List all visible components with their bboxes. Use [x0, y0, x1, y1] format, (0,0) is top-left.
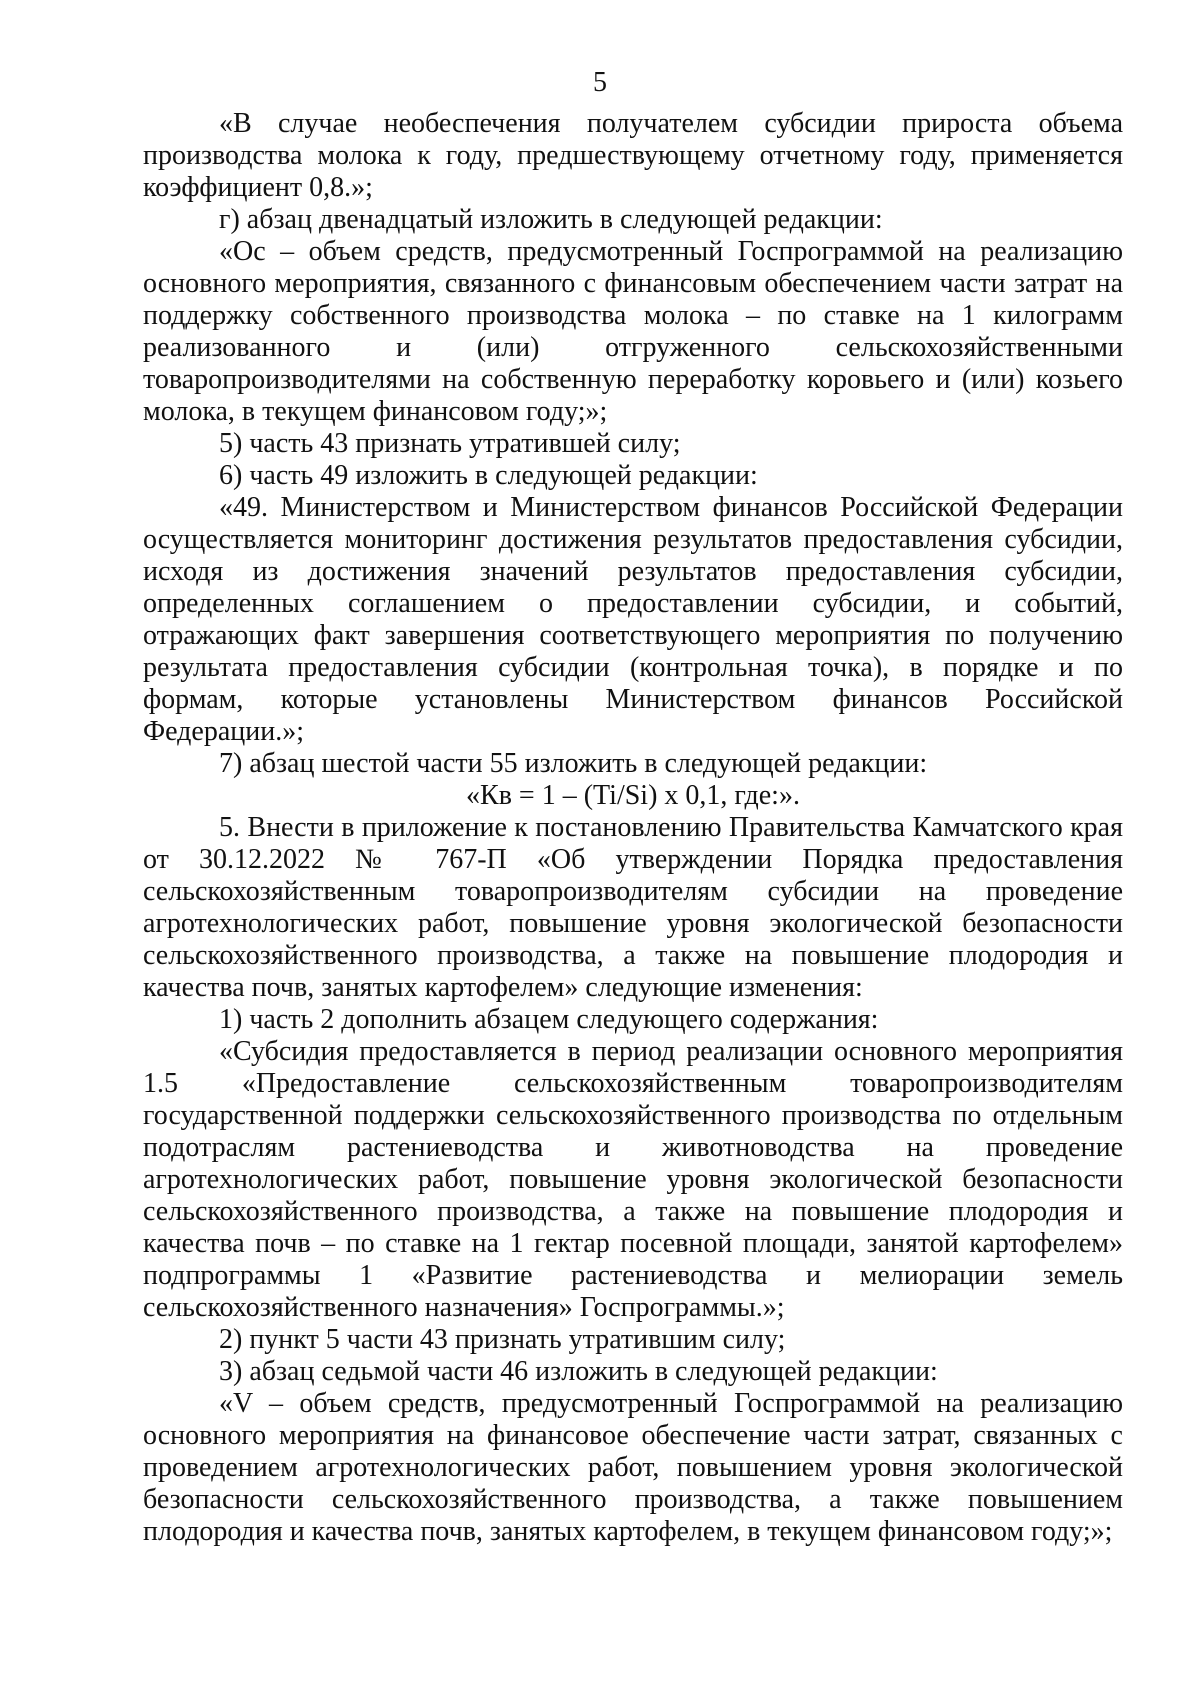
paragraph-sub-1: 1) часть 2 дополнить абзацем следующего содержания: — [219, 1004, 879, 1035]
paragraph-sub-3: 3) абзац седьмой части 46 изложить в следующей редакции: — [219, 1356, 938, 1387]
paragraph-part-49: «49. Министерством и Министерством финансов Российской Федерации осуществляется мониторинг достижения результатов предоставления субсидии, исходя из достижения значений результатов предоставления субсидии, определенных соглашением о предоставлении субсидии, и событий, отражающих факт завершения соответствующего мероприятия по получению результата предоставления субсидии (контрольная точка), в порядке и по формам, которые установлены Министерством финансов Российской Федерации.»; — [143, 492, 1123, 747]
document-body — [143, 108, 1123, 1548]
paragraph-item-g: г) абзац двенадцатый изложить в следующей редакции: — [219, 204, 883, 235]
paragraph-v-definition: «V – объем средств, предусмотренный Госпрограммой на реализацию основного мероприятия на финансовое обеспечение части затрат, связанных с проведением агротехнологических работ, повышением уровня экологической безопасности сельскохозяйственного производства, а также повышением плодородия и качества почв, занятых картофелем, в текущем финансовом году;»; — [143, 1388, 1123, 1547]
paragraph-subsidy-period: «Субсидия предоставляется в период реализации основного мероприятия 1.5 «Предоставление сельскохозяйственным товаропроизводителям государственной поддержки сельскохозяйственного производства по отдельным подотраслям растениеводства и животноводства на проведение агротехнологических работ, повышение уровня экологической безопасности сельскохозяйственного производства, а также на повышение плодородия и качества почв – по ставке на 1 гектар посевной площади, занятой картофелем» подпрограммы 1 «Развитие растениеводства и мелиорации земель сельскохозяйственного назначения» Госпрограммы.»; — [143, 1036, 1123, 1323]
paragraph-sub-2: 2) пункт 5 части 43 признать утратившим силу; — [219, 1324, 786, 1355]
paragraph-milk-coefficient: «В случае необеспечения получателем субсидии прироста объема производства молока к году, предшествующему отчетному году, применяется коэффициент 0,8.»; — [143, 108, 1123, 203]
paragraph-item-7: 7) абзац шестой части 55 изложить в следующей редакции: — [219, 748, 928, 779]
page-number: 5 — [593, 67, 607, 98]
formula-kv: «Кв = 1 – (Ti/Si) x 0,1, где:». — [466, 780, 800, 811]
paragraph-item-6: 6) часть 49 изложить в следующей редакции: — [219, 460, 758, 491]
paragraph-os-definition: «Ос – объем средств, предусмотренный Госпрограммой на реализацию основного мероприятия, связанного с финансовым обеспечением части затрат на поддержку собственного производства молока – по ставке на 1 килограмм реализованного и (или) отгруженного сельскохозяйственными товаропроизводителями на собственную переработку коровьего и (или) козьего молока, в текущем финансовом году;»; — [143, 236, 1123, 427]
paragraph-section-5: 5. Внести в приложение к постановлению Правительства Камчатского края от 30.12.2022 № 767-П «Об утверждении Порядка предоставления сельскохозяйственным товаропроизводителям субсидии на проведение агротехнологических работ, повышение уровня экологической безопасности сельскохозяйственного производства, а также на повышение плодородия и качества почв, занятых картофелем» следующие изменения: — [143, 812, 1123, 1003]
paragraph-item-5: 5) часть 43 признать утратившей силу; — [219, 428, 681, 459]
